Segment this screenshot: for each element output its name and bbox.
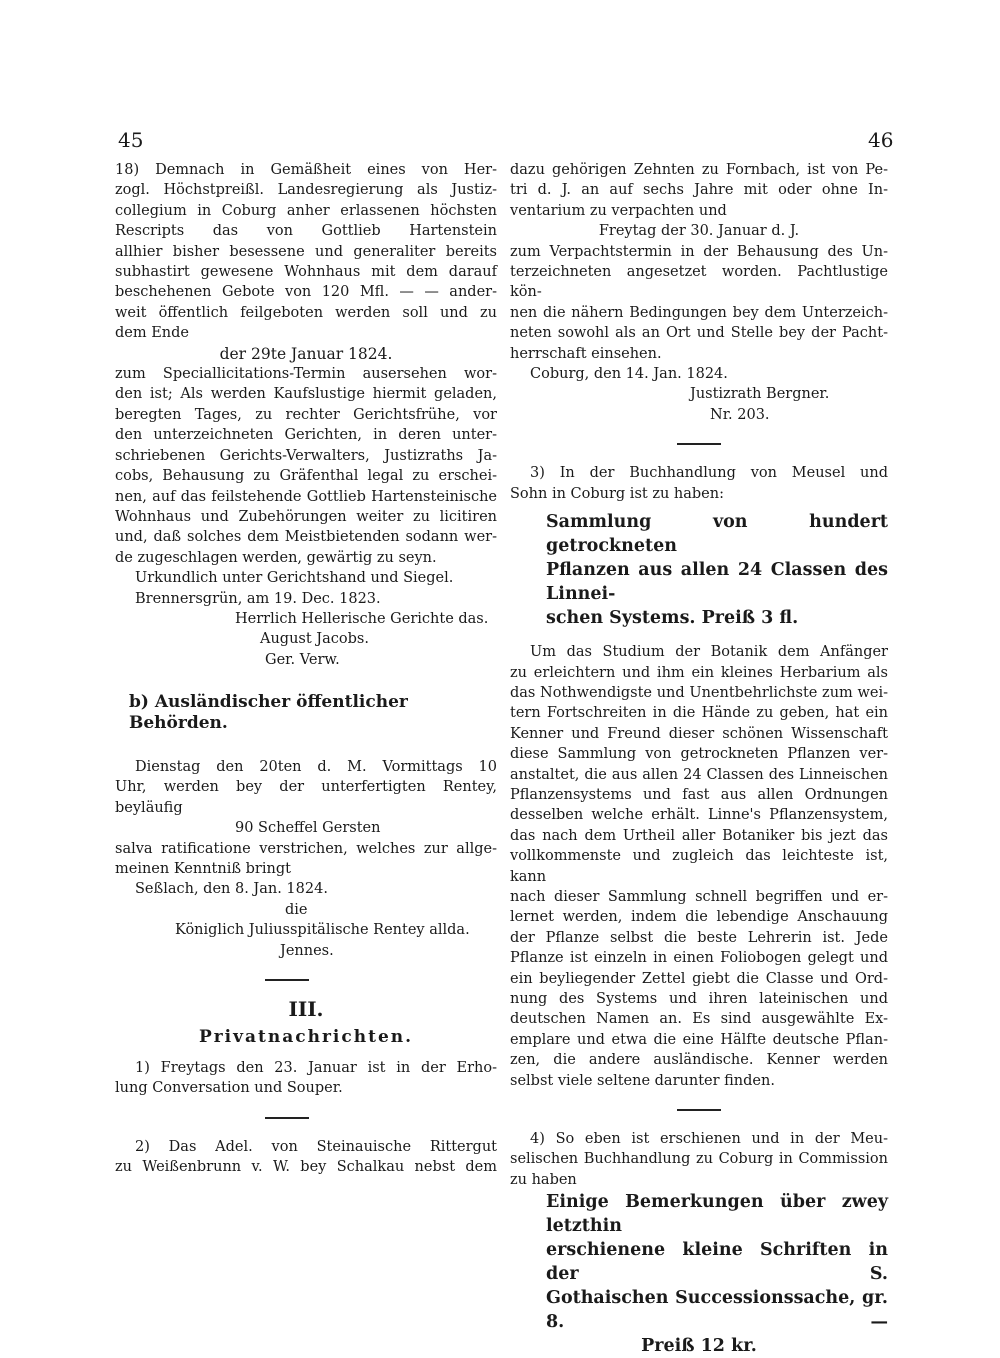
signature: Ger. Verw. xyxy=(265,651,340,668)
notice-rentey xyxy=(115,757,497,961)
notice-18 xyxy=(115,160,497,670)
text-line: Kenner und Freund dieser schönen Wissenschaft xyxy=(510,725,888,742)
text-line: das nach dem Urtheil aller Botaniker bis jezt das xyxy=(510,827,888,844)
text-line: Dienstag den 20ten d. M. Vormittags 10 xyxy=(135,758,497,775)
signature: Herrlich Hellerische Gerichte das. xyxy=(235,610,489,627)
text-line: cobs, Behausung zu Gräfenthal legal zu erschei- xyxy=(115,468,497,485)
text-line: allhier bisher besessene und generaliter bereits xyxy=(115,243,497,260)
text-line: anstaltet, die aus allen 24 Classen des Linneischen xyxy=(510,766,888,783)
text-line: Pflanzensystems und fast aus allen Ordnungen xyxy=(510,786,888,803)
page-number-right: 46 xyxy=(868,128,894,152)
right-column xyxy=(510,160,888,1358)
private-notice-2-cont xyxy=(510,160,888,425)
text-line: herrschaft einsehen. xyxy=(510,345,662,362)
text-line: zen, die andere ausländische. Kenner werden xyxy=(510,1052,888,1069)
text-line: zum Speciallicitations-Termin ausersehen wor- xyxy=(115,366,497,383)
text-line: dazu gehörigen Zehnten zu Fornbach, ist von Pe- xyxy=(510,162,888,178)
text-line: Rescripts das von Gottlieb Hartenstein xyxy=(115,223,497,240)
text-line: subhastirt gewesene Wohnhaus mit dem darauf xyxy=(115,264,497,281)
text-line: selbst viele seltene darunter finden. xyxy=(510,1072,775,1089)
place-date: Coburg, den 14. Jan. 1824. xyxy=(530,366,728,383)
text-line: meinen Kenntniß bringt xyxy=(115,861,291,877)
text-line: weit öffentlich feilgeboten werden soll und zu xyxy=(115,304,497,321)
text-line: zu erleichtern und ihm ein kleines Herbarium als xyxy=(510,664,888,681)
text-line: Uhr, werden bey der unterfertigten Rentey, xyxy=(115,779,497,796)
book-title-line: Pflanzen aus allen 24 Classen des Linnei- xyxy=(546,560,888,605)
section-heading-III: III. xyxy=(288,997,324,1022)
text-line: tri d. J. an auf sechs Jahre mit oder ohne In- xyxy=(510,182,888,199)
text-line: vollkommenste und zugleich das leichteste ist, kann xyxy=(510,848,888,885)
text-line: deutschen Namen an. Es sind ausgewählte Ex- xyxy=(510,1011,888,1028)
text-line: tern Fortschreiten in die Hände zu geben, hat ein xyxy=(510,705,888,722)
text-line: Um das Studium der Botanik dem Anfänger xyxy=(530,644,888,661)
book-title-line: Preiß 12 kr. xyxy=(641,1336,757,1357)
section-heading-b: b) Ausländischer öffentlicher Behörden. xyxy=(129,692,408,733)
divider xyxy=(265,979,309,981)
text-line: das Nothwendigste und Unentbehrlichste zum wei- xyxy=(510,684,888,701)
book-title-line: Einige Bemerkungen über zwey letzthin xyxy=(546,1192,888,1237)
text-line: collegium in Coburg anher erlassenen höchsten xyxy=(115,202,497,219)
text-line: ventarium zu verpachten und xyxy=(510,202,727,219)
text-line: der Pflanze selbst die beste Lehrerin ist. Jede xyxy=(510,929,888,946)
text-line: selischen Buchhandlung zu Coburg in Commission xyxy=(510,1151,888,1168)
text-line: 2) Das Adel. von Steinauische Rittergut xyxy=(135,1138,497,1155)
text-line: zu haben xyxy=(510,1171,577,1188)
page-number-left: 45 xyxy=(118,128,144,152)
text-line: lung Conversation und Souper. xyxy=(115,1080,343,1097)
book-title-line: Gothaischen Successionssache, gr. 8. — xyxy=(546,1288,888,1333)
text-line: die xyxy=(285,901,308,918)
text-line: desselben welche erhält. Linne's Pflanzensystem, xyxy=(510,807,888,824)
text-line: emplare und etwa die eine Hälfte deutsche Pflan- xyxy=(510,1031,888,1048)
section-heading-private: Privatnachrichten. xyxy=(198,1027,414,1048)
book-title-line: erschienene kleine Schriften in der S. xyxy=(546,1240,888,1285)
place-date: Brennersgrün, am 19. Dec. 1823. xyxy=(135,590,381,607)
text-line: nen die nähern Bedingungen bey dem Unterzeich- xyxy=(510,304,888,321)
text-line: diese Sammlung von getrockneten Pflanzen ver- xyxy=(510,746,888,763)
text-line: ein beyliegender Zettel giebt die Classe und Ord- xyxy=(510,970,888,987)
text-line: terzeichneten angesetzet worden. Pachtlustige kön- xyxy=(510,264,888,301)
date-line: der 29te Januar 1824. xyxy=(219,344,393,363)
text-line: zogl. Höchstpreißl. Landesregierung als Justiz- xyxy=(115,182,497,199)
text-line: zum Verpachtstermin in der Behausung des Un- xyxy=(510,243,888,260)
date-line: Freytag der 30. Januar d. J. xyxy=(598,223,800,240)
text-line: de zugeschlagen werden, gewärtig zu seyn. xyxy=(115,549,437,566)
text-line: den ist; Als werden Kaufslustige hiermit geladen, xyxy=(115,386,497,403)
text-line: und, daß solches dem Meistbietenden sodann wer- xyxy=(115,529,497,546)
text-line: Wohnhaus und Zubehörungen weiter zu licitiren xyxy=(115,508,497,525)
text-line: beschehenen Gebote von 120 Mfl. — — ander- xyxy=(115,284,497,301)
text-line: Sohn in Coburg ist zu haben: xyxy=(510,485,724,502)
signature: Königlich Juliusspitälische Rentey allda. xyxy=(175,922,470,939)
text-line: nung des Systems und ihren lateinischen und xyxy=(510,991,888,1007)
text-line: beregten Tages, zu rechter Gerichtsfrühe, vor xyxy=(115,406,497,423)
text-line: den unterzeichneten Gerichten, in deren unter- xyxy=(115,427,497,444)
place-date: Seßlach, den 8. Jan. 1824. xyxy=(135,881,328,898)
text-line: 3) In der Buchhandlung von Meusel und xyxy=(530,465,888,482)
left-column xyxy=(115,160,497,1177)
signature: Justizrath Bergner. xyxy=(690,386,830,403)
private-notice-4 xyxy=(510,1129,888,1358)
text-line: 1) Freytags den 23. Januar ist in der Erho- xyxy=(135,1059,497,1076)
text-line: nen, auf das feilstehende Gottlieb Hartensteinische xyxy=(115,488,497,505)
divider xyxy=(677,1109,721,1111)
signature: August Jacobs. xyxy=(260,631,369,648)
signature: Jennes. xyxy=(280,942,334,959)
book-title-line: schen Systems. Preiß 3 fl. xyxy=(546,608,799,629)
divider xyxy=(265,1117,309,1119)
text-line: salva ratificatione verstrichen, welches zur allge- xyxy=(115,840,497,857)
text-line: schriebenen Gerichts-Verwalters, Justizraths Ja- xyxy=(115,447,497,464)
divider xyxy=(677,443,721,445)
text-line: zu Weißenbrunn v. W. bey Schalkau nebst dem xyxy=(115,1159,497,1176)
urkund-line: Urkundlich unter Gerichtshand und Siegel. xyxy=(135,570,454,587)
text-line: Pflanze ist einzeln in einen Foliobogen gelegt und xyxy=(510,950,888,967)
text-line: dem Ende xyxy=(115,325,190,342)
private-notice-1 xyxy=(115,1058,497,1099)
text-line: 4) So eben ist erschienen und in der Meu- xyxy=(530,1131,888,1148)
book-title-line: Sammlung von hundert getrockneten xyxy=(546,512,888,557)
text-line: 18) Demnach in Gemäßheit eines von Her- xyxy=(115,162,497,178)
private-notice-3 xyxy=(510,463,888,1091)
text-line: neten sowohl als an Ort und Stelle bey der Pacht- xyxy=(510,325,888,342)
reference-number: Nr. 203. xyxy=(710,406,770,423)
item-line: 90 Scheffel Gersten xyxy=(235,820,381,837)
private-notice-2 xyxy=(115,1137,497,1178)
text-line: nach dieser Sammlung schnell begriffen und er- xyxy=(510,888,888,905)
text-line: lernet werden, indem die lebendige Anschauung xyxy=(510,909,888,926)
text-line: beyläufig xyxy=(115,799,183,816)
